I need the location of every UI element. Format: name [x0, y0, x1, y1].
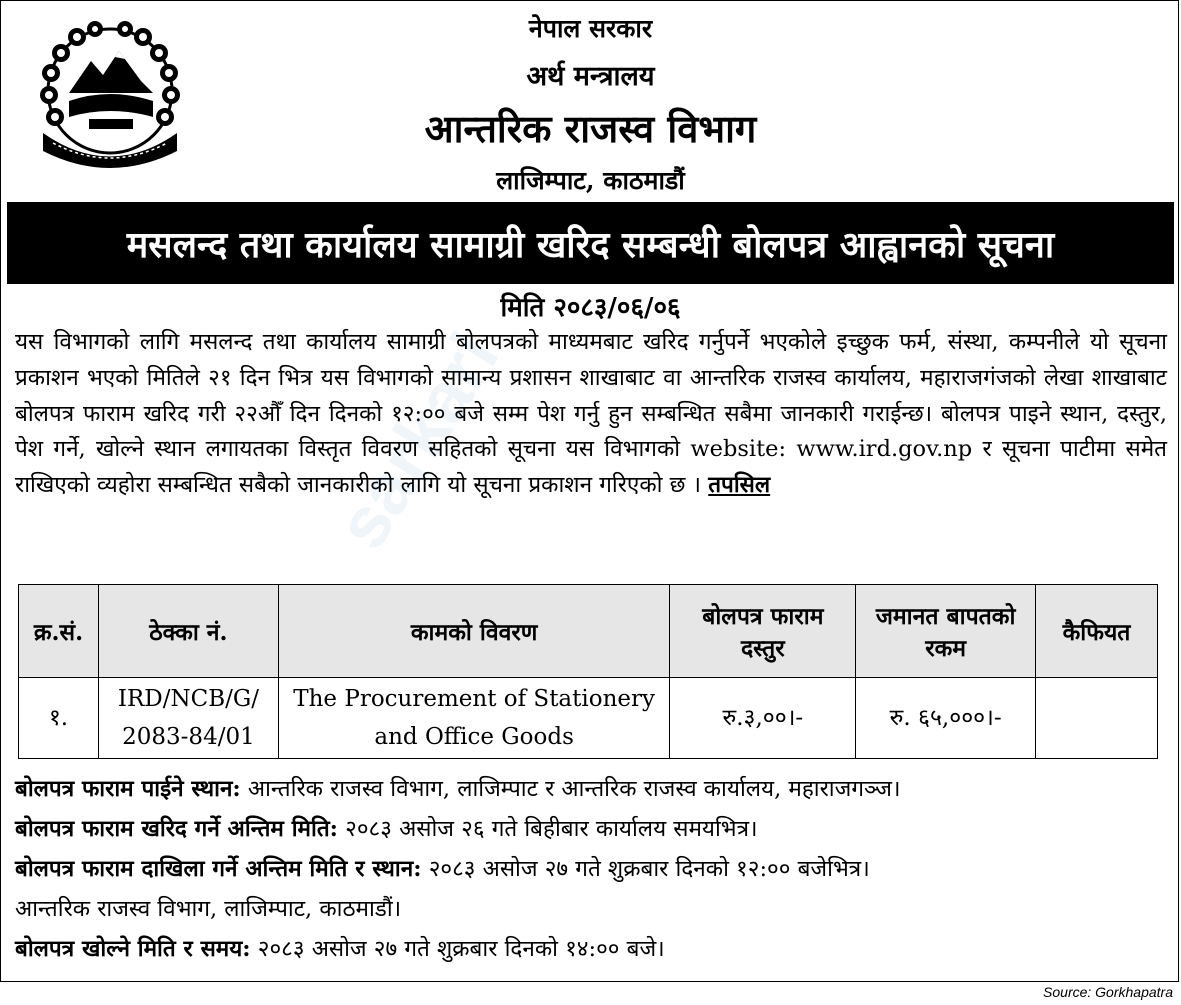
col-description-header: कामको विवरण [278, 585, 670, 678]
col-security-amount-header: जमानत बापतको रकम [856, 585, 1036, 678]
notice-date: मिति २०८३/०६/०६ [500, 293, 681, 323]
cell-remarks [1036, 678, 1158, 759]
ministry-name: अर्थ मन्त्रालय [526, 61, 655, 92]
cell-contract-no: IRD/NCB/G/ 2083-84/01 [98, 678, 278, 759]
cell-security-amount: रु. ६५,०००।- [856, 678, 1036, 759]
table-header-row [19, 585, 1158, 678]
note-line [15, 929, 1175, 969]
notes-section [15, 769, 1175, 969]
notice-body [15, 325, 1167, 504]
note-text: आन्तरिक राजस्व विभाग, लाजिम्पाट र आन्तरिक राजस्व कार्यालय, महाराजगञ्ज। [240, 776, 901, 802]
note-label: बोलपत्र फाराम दाखिला गर्ने अन्तिम मिति र स्थान: [15, 856, 422, 882]
department-name: आन्तरिक राजस्व विभाग [424, 106, 757, 151]
note-line [15, 849, 1175, 889]
watermark: sarkari [321, 319, 515, 563]
note-text: २०८३ असोज २६ गते बिहीबार कार्यालय समयभित्र। [337, 816, 758, 842]
cell-description: The Procurement of Stationery and Office Goods [278, 678, 670, 759]
col-contract-no-header: ठेक्का नं. [98, 585, 278, 678]
note-line [15, 809, 1175, 849]
department-location: लाजिम्पाट, काठमाडौं [496, 166, 685, 195]
note-text: आन्तरिक राजस्व विभाग, लाजिम्पाट, काठमाडौं। [15, 896, 402, 922]
details-label: तपसिल [708, 472, 771, 499]
cell-serial: १. [19, 678, 99, 759]
note-line [15, 889, 1175, 929]
government-name: नेपाल सरकार [528, 14, 653, 43]
note-label: बोलपत्र फाराम खरिद गर्ने अन्तिम मिति: [15, 816, 338, 842]
col-form-fee-header: बोलपत्र फाराम दस्तुर [670, 585, 856, 678]
note-label: बोलपत्र खोल्ने मिति र समय: [15, 936, 251, 962]
note-text: २०८३ असोज २७ गते शुक्रबार दिनको १२:०० बजेभित्र। [421, 856, 870, 882]
table-row [19, 678, 1158, 759]
cell-form-fee: रु.३,००।- [670, 678, 856, 759]
notice-body-text: यस विभागको लागि मसलन्द तथा कार्यालय सामाग्री बोलपत्रको माध्यमबाट खरिद गर्नुपर्ने भएकोले इच्छुक फर्म, संस्था, कम्पनीले यो सूचना प्रकाशन भएको मितिले २१ दिन भित्र यस विभागको सामान्य प्रशासन शाखाबाट वा आन्तरिक राजस्व कार्यालय, महाराजगंजको लेखा शाखाबाट बोलपत्र फाराम खरिद गरी २२औँ दिन दिनको १२:०० बजे सम्म पेश गर्नु हुन सम्बन्धित सबैमा जानकारी गराईन्छ। बोलपत्र पाइने स्थान, दस्तुर, पेश गर्ने, खोल्ने स्थान लगायतका विस्तृत विवरण सहितको सूचना यस विभागको website: www.ird.gov.np र सूचना पाटीमा समेत राखिएको व्यहोरा सम्बन्धित सबैको जानकारीको लागि यो सूचना प्रकाशन गरिएको छ । [15, 329, 1167, 499]
col-serial-header: क्र.सं. [19, 585, 99, 678]
note-line [15, 769, 1175, 809]
tender-table [18, 584, 1158, 759]
notice-title: मसलन्द तथा कार्यालय सामाग्री खरिद सम्बन्धी बोलपत्र आह्वानको सूचना [7, 202, 1174, 284]
source-credit: Source: Gorkhapatra [1043, 984, 1173, 1000]
note-label: बोलपत्र फाराम पाईने स्थान: [15, 776, 241, 802]
col-remarks-header: कैफियत [1036, 585, 1158, 678]
note-text: २०८३ असोज २७ गते शुक्रबार दिनको १४:०० बजे। [250, 936, 665, 962]
